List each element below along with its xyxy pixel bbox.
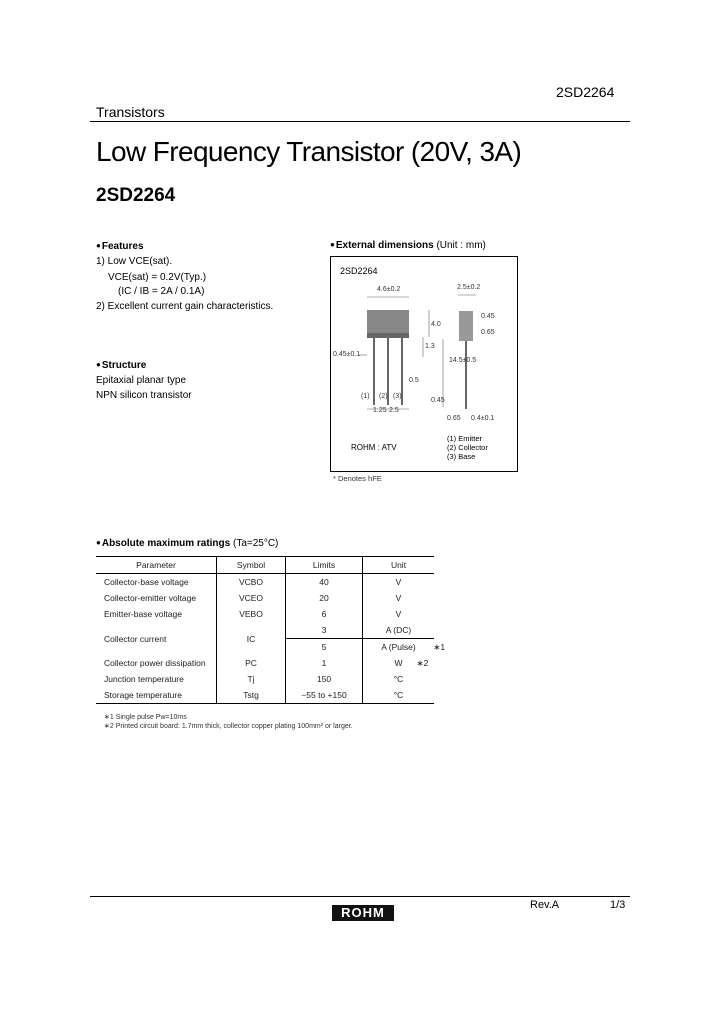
dimensions-part: 2SD2264	[340, 266, 378, 276]
ratings-header-row	[96, 557, 434, 574]
cell-symbol: Tstg	[217, 687, 286, 704]
structure-line-1: Epitaxial planar type	[96, 375, 187, 386]
cell-limits: 20	[286, 590, 363, 606]
cell-limits: 1	[286, 655, 363, 671]
footnote-2: ∗2 Printed circuit board: 1.7mm thick, collector copper plating 100mm² or larger.	[104, 723, 353, 730]
dim-side-1: 0.45	[481, 313, 495, 320]
dimensions-box	[330, 256, 518, 472]
cell-limits: 6	[286, 606, 363, 622]
cell-unit: V	[363, 574, 435, 591]
dim-pitch-total: 2.5	[389, 407, 399, 414]
footer-divider	[90, 896, 630, 897]
pin-marker-2: (2)	[379, 393, 388, 400]
dimensions-heading: ● External dimensions (Unit : mm)	[330, 240, 486, 251]
footer-revision: Rev.A	[530, 899, 560, 911]
cell-limits: −55 to +150	[286, 687, 363, 704]
cell-limits: 40	[286, 574, 363, 591]
page-title: Low Frequency Transistor (20V, 3A)	[96, 136, 522, 167]
dim-body-height: 4.0	[431, 321, 441, 328]
feature-item-1-value: VCE(sat) = 0.2V(Typ.)	[108, 272, 207, 283]
cell-limits: 150	[286, 671, 363, 687]
cell-param: Collector-emitter voltage	[104, 593, 197, 603]
pin-emitter: (1) Emitter	[447, 434, 483, 443]
col-unit: Unit	[363, 557, 435, 574]
dim-standoff: 1.3	[425, 343, 435, 350]
ratings-table	[96, 556, 446, 704]
dim-thickness: 2.5±0.2	[457, 284, 481, 291]
cell-param: Collector current	[104, 633, 167, 644]
cell-symbol: Tj	[217, 671, 286, 687]
table-row	[96, 606, 434, 622]
cell-param: Junction temperature	[104, 674, 184, 684]
features-heading: ● Features	[96, 241, 144, 252]
dim-width: 4.6±0.2	[377, 286, 401, 293]
table-row	[96, 687, 434, 704]
page-subtitle: 2SD2264	[96, 185, 176, 206]
cell-symbol: VCBO	[217, 574, 286, 591]
pin-marker-3: (3)	[393, 393, 402, 400]
cell-symbol: VCEO	[217, 590, 286, 606]
rohm-logo: ROHM	[332, 905, 394, 921]
feature-item-1-condition: (IC / IB = 2A / 0.1A)	[118, 286, 205, 297]
structure-heading: ● Structure	[96, 360, 146, 371]
header-part-number: 2SD2264	[556, 84, 615, 100]
cell-unit: A (Pulse) ∗1	[363, 639, 435, 656]
dim-lead-length: 14.5±0.5	[449, 357, 477, 364]
cell-symbol: IC	[217, 622, 286, 655]
cell-unit: °C	[363, 671, 435, 687]
cell-unit: W ∗2	[363, 655, 435, 671]
package-body-side	[459, 311, 473, 341]
cell-unit: °C	[363, 687, 435, 704]
dim-pitch: 1.25	[373, 407, 387, 414]
feature-item-1: 1) Low VCE(sat).	[96, 256, 173, 267]
cell-param: Storage temperature	[96, 687, 217, 704]
table-row	[96, 671, 434, 687]
cell-unit: V	[363, 590, 435, 606]
structure-line-2: NPN silicon transistor	[96, 390, 192, 401]
dim-lead-thick: 0.5	[409, 377, 419, 384]
footer-page: 1/3	[610, 899, 626, 911]
cell-unit: A (DC)	[363, 622, 435, 639]
pin-collector: (2) Collector	[447, 443, 488, 452]
cell-unit: V	[363, 606, 435, 622]
cell-param: Collector power dissipation	[104, 658, 206, 668]
package-drawing	[331, 257, 517, 471]
package-body-front	[367, 310, 409, 337]
table-row	[96, 574, 434, 591]
cell-limits: 5	[286, 639, 363, 656]
table-row	[96, 655, 434, 671]
cell-symbol: VEBO	[217, 606, 286, 622]
col-parameter: Parameter	[96, 557, 217, 574]
cell-limits: 3	[286, 622, 363, 639]
dim-lead-width: 0.45±0.1	[333, 351, 361, 358]
dimensions-note: * Denotes hFE	[333, 474, 382, 483]
cell-param: Emitter-base voltage	[104, 609, 182, 619]
ratings-heading: ● Absolute maximum ratings (Ta=25°C)	[96, 538, 278, 549]
dim-foot: 0.65	[447, 415, 461, 422]
dim-extra: 0.45	[431, 397, 445, 404]
header-divider	[90, 121, 630, 122]
table-row	[96, 622, 434, 639]
col-limits: Limits	[286, 557, 363, 574]
footnote-1: ∗1 Single pulse Pw=10ms	[104, 714, 187, 721]
pin-base: (3) Base	[447, 452, 476, 461]
pin-marker-1: (1)	[361, 393, 370, 400]
table-row	[96, 590, 434, 606]
feature-item-2: 2) Excellent current gain characteristics.	[96, 301, 274, 312]
dim-side-2: 0.65	[481, 329, 495, 336]
cell-param: Collector-base voltage	[104, 577, 189, 587]
package-name: ROHM : ATV	[351, 443, 397, 452]
col-symbol: Symbol	[217, 557, 286, 574]
header-category: Transistors	[96, 104, 165, 120]
cell-symbol: PC	[217, 655, 286, 671]
dim-lead-side: 0.4±0.1	[471, 415, 495, 422]
